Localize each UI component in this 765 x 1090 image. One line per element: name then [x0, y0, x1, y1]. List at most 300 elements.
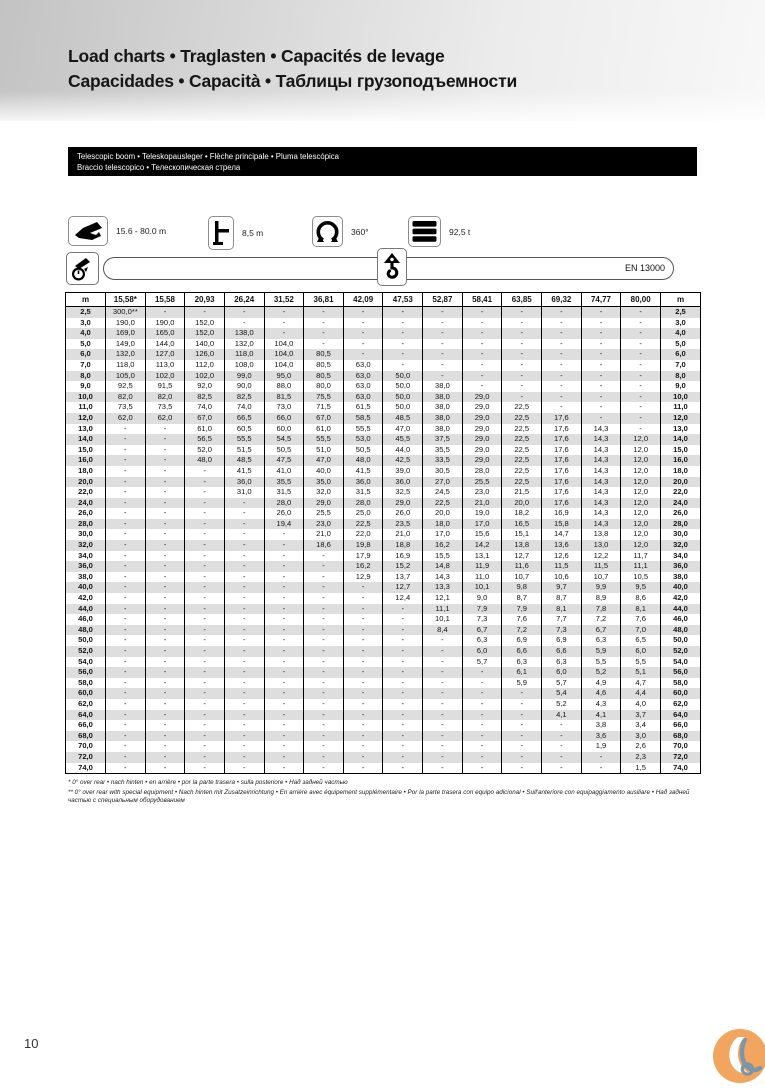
load-value-cell: 12,4: [383, 593, 423, 604]
load-value-cell: -: [106, 593, 146, 604]
load-value-cell: -: [145, 741, 185, 752]
load-value-cell: 6,5: [621, 635, 661, 646]
load-value-cell: 14,7: [542, 529, 582, 540]
load-value-cell: 126,0: [185, 349, 225, 360]
load-value-cell: 30,5: [423, 466, 463, 477]
load-table-row: [66, 339, 701, 350]
radius-cell: 44,0: [661, 604, 701, 615]
load-value-cell: -: [106, 551, 146, 562]
load-value-cell: -: [264, 763, 304, 774]
load-value-cell: 35,5: [423, 445, 463, 456]
load-value-cell: -: [343, 328, 383, 339]
radius-cell: 36,0: [661, 561, 701, 572]
load-value-cell: 17,6: [542, 477, 582, 488]
load-value-cell: 63,0: [343, 381, 383, 392]
load-value-cell: -: [145, 646, 185, 657]
load-value-cell: -: [106, 519, 146, 530]
boom-length-header: 69,32: [542, 293, 582, 307]
load-value-cell: 18,8: [383, 540, 423, 551]
load-value-cell: -: [264, 699, 304, 710]
load-value-cell: -: [343, 614, 383, 625]
load-value-cell: -: [581, 371, 621, 382]
load-value-cell: 5,2: [581, 667, 621, 678]
load-value-cell: 60,0: [264, 424, 304, 435]
counterweight-label: 92,5 t: [449, 226, 471, 237]
radius-cell: 32,0: [66, 540, 106, 551]
load-value-cell: -: [106, 487, 146, 498]
load-value-cell: -: [264, 614, 304, 625]
radius-cell: 18,0: [661, 466, 701, 477]
load-value-cell: -: [185, 699, 225, 710]
load-value-cell: 12,0: [621, 540, 661, 551]
load-value-cell: 29,0: [462, 424, 502, 435]
load-value-cell: 26,0: [383, 508, 423, 519]
load-value-cell: -: [145, 307, 185, 318]
load-value-cell: 28,0: [343, 498, 383, 509]
load-value-cell: 5,7: [542, 678, 582, 689]
load-value-cell: -: [185, 752, 225, 763]
load-value-cell: 25,0: [343, 508, 383, 519]
load-value-cell: -: [383, 328, 423, 339]
radius-cell: 48,0: [66, 625, 106, 636]
radius-cell: 24,0: [661, 498, 701, 509]
load-table-row: [66, 413, 701, 424]
load-value-cell: -: [383, 349, 423, 360]
load-table-row: [66, 710, 701, 721]
load-value-cell: 61,5: [343, 402, 383, 413]
load-value-cell: -: [462, 328, 502, 339]
load-value-cell: 5,4: [542, 688, 582, 699]
boom-length-header: 20,93: [185, 293, 225, 307]
load-value-cell: 7,2: [581, 614, 621, 625]
load-value-cell: 61,0: [185, 424, 225, 435]
load-value-cell: -: [542, 371, 582, 382]
load-value-cell: -: [224, 699, 264, 710]
radius-cell: 14,0: [661, 434, 701, 445]
radius-cell: 8,0: [66, 371, 106, 382]
boom-length-header: 58,41: [462, 293, 502, 307]
load-value-cell: -: [106, 635, 146, 646]
radius-cell: 72,0: [661, 752, 701, 763]
load-value-cell: 50,5: [264, 445, 304, 456]
load-value-cell: -: [145, 540, 185, 551]
load-value-cell: 81,5: [264, 392, 304, 403]
load-value-cell: -: [145, 593, 185, 604]
load-value-cell: 4,1: [581, 710, 621, 721]
load-value-cell: 29,0: [462, 402, 502, 413]
radius-cell: 14,0: [66, 434, 106, 445]
load-value-cell: 80,5: [304, 371, 344, 382]
load-value-cell: -: [264, 540, 304, 551]
load-value-cell: 7,0: [621, 625, 661, 636]
load-value-cell: -: [224, 720, 264, 731]
load-value-cell: 10,1: [462, 582, 502, 593]
load-value-cell: 12,0: [621, 445, 661, 456]
load-value-cell: -: [185, 466, 225, 477]
load-value-cell: 300,0**: [106, 307, 146, 318]
load-value-cell: 41,5: [343, 466, 383, 477]
load-value-cell: 29,0: [462, 455, 502, 466]
load-value-cell: 9,5: [621, 582, 661, 593]
load-value-cell: -: [462, 699, 502, 710]
hook-block-icon: [377, 248, 407, 286]
load-value-cell: -: [462, 318, 502, 329]
load-value-cell: -: [502, 699, 542, 710]
radius-cell: 50,0: [661, 635, 701, 646]
load-value-cell: 104,0: [264, 339, 304, 350]
radius-cell: 58,0: [66, 678, 106, 689]
load-value-cell: -: [423, 360, 463, 371]
load-value-cell: -: [106, 625, 146, 636]
load-value-cell: 127,0: [145, 349, 185, 360]
load-value-cell: -: [383, 360, 423, 371]
load-value-cell: -: [423, 731, 463, 742]
load-value-cell: 14,3: [581, 498, 621, 509]
load-value-cell: 92,0: [185, 381, 225, 392]
load-value-cell: -: [185, 551, 225, 562]
load-value-cell: 18,0: [423, 519, 463, 530]
radius-cell: 74,0: [66, 763, 106, 774]
load-value-cell: -: [106, 720, 146, 731]
load-value-cell: 21,0: [304, 529, 344, 540]
radius-cell: 5,0: [66, 339, 106, 350]
load-value-cell: -: [145, 477, 185, 488]
load-value-cell: -: [106, 688, 146, 699]
load-value-cell: 12,7: [383, 582, 423, 593]
load-value-cell: 82,5: [224, 392, 264, 403]
section-bar: [68, 147, 697, 176]
load-value-cell: 25,5: [304, 508, 344, 519]
load-value-cell: -: [304, 635, 344, 646]
load-table-row: [66, 328, 701, 339]
load-value-cell: -: [106, 657, 146, 668]
load-value-cell: -: [581, 339, 621, 350]
load-value-cell: -: [423, 688, 463, 699]
radius-cell: 16,0: [661, 455, 701, 466]
load-value-cell: 62,0: [145, 413, 185, 424]
load-value-cell: -: [581, 402, 621, 413]
load-value-cell: -: [145, 720, 185, 731]
load-value-cell: 55,5: [304, 434, 344, 445]
load-table-row: [66, 381, 701, 392]
load-value-cell: -: [185, 635, 225, 646]
load-value-cell: -: [145, 625, 185, 636]
load-value-cell: 10,7: [581, 572, 621, 583]
boom-length-header: 31,52: [264, 293, 304, 307]
load-value-cell: -: [185, 508, 225, 519]
radius-cell: 3,0: [661, 318, 701, 329]
load-value-cell: 38,0: [423, 381, 463, 392]
load-value-cell: -: [185, 604, 225, 615]
load-value-cell: 29,0: [462, 434, 502, 445]
radius-cell: 68,0: [661, 731, 701, 742]
load-value-cell: 104,0: [264, 360, 304, 371]
radius-cell: 64,0: [661, 710, 701, 721]
load-value-cell: 45,5: [383, 434, 423, 445]
load-value-cell: 152,0: [185, 318, 225, 329]
load-value-cell: 38,0: [423, 402, 463, 413]
load-value-cell: -: [185, 593, 225, 604]
load-value-cell: 6,0: [462, 646, 502, 657]
load-value-cell: -: [621, 349, 661, 360]
load-value-cell: 11,1: [423, 604, 463, 615]
load-value-cell: 3,8: [581, 720, 621, 731]
load-value-cell: 13,1: [462, 551, 502, 562]
load-value-cell: -: [462, 720, 502, 731]
load-value-cell: 50,0: [383, 381, 423, 392]
load-value-cell: 19,4: [264, 519, 304, 530]
load-value-cell: 50,5: [343, 445, 383, 456]
load-value-cell: -: [264, 572, 304, 583]
load-value-cell: -: [224, 519, 264, 530]
load-value-cell: -: [224, 625, 264, 636]
load-value-cell: 22,5: [502, 466, 542, 477]
load-table-row: [66, 720, 701, 731]
outrigger-icon: [208, 216, 234, 250]
load-value-cell: 8,4: [423, 625, 463, 636]
load-value-cell: -: [106, 561, 146, 572]
load-value-cell: 6,3: [462, 635, 502, 646]
load-value-cell: -: [224, 551, 264, 562]
load-value-cell: 12,7: [502, 551, 542, 562]
load-value-cell: 8,1: [542, 604, 582, 615]
load-value-cell: -: [383, 741, 423, 752]
load-table-row: [66, 529, 701, 540]
load-value-cell: 9,9: [581, 582, 621, 593]
load-value-cell: 105,0: [106, 371, 146, 382]
radius-cell: 4,0: [66, 328, 106, 339]
load-value-cell: 32,0: [304, 487, 344, 498]
load-value-cell: -: [383, 318, 423, 329]
load-value-cell: -: [106, 646, 146, 657]
load-value-cell: -: [185, 710, 225, 721]
load-table-row: [66, 508, 701, 519]
load-value-cell: -: [304, 657, 344, 668]
load-value-cell: -: [343, 657, 383, 668]
load-value-cell: 26,0: [264, 508, 304, 519]
load-value-cell: 22,5: [343, 519, 383, 530]
load-value-cell: 29,0: [462, 392, 502, 403]
load-value-cell: -: [502, 752, 542, 763]
boom-length-header: 63,85: [502, 293, 542, 307]
load-value-cell: 15,5: [423, 551, 463, 562]
load-value-cell: 41,5: [224, 466, 264, 477]
load-value-cell: 63,0: [343, 371, 383, 382]
radius-cell: 13,0: [66, 424, 106, 435]
radius-cell: 6,0: [661, 349, 701, 360]
load-value-cell: 16,5: [502, 519, 542, 530]
radius-cell: 32,0: [661, 540, 701, 551]
load-value-cell: -: [343, 699, 383, 710]
load-value-cell: 17,6: [542, 445, 582, 456]
boom-length-header: 80,00: [621, 293, 661, 307]
load-value-cell: 10,5: [621, 572, 661, 583]
load-value-cell: -: [264, 741, 304, 752]
load-value-cell: -: [581, 381, 621, 392]
load-value-cell: 132,0: [106, 349, 146, 360]
load-value-cell: 2,6: [621, 741, 661, 752]
load-value-cell: -: [185, 678, 225, 689]
load-value-cell: -: [264, 667, 304, 678]
load-value-cell: -: [224, 741, 264, 752]
load-value-cell: -: [106, 582, 146, 593]
load-value-cell: 50,0: [383, 392, 423, 403]
load-value-cell: -: [462, 710, 502, 721]
page-number: 10: [24, 1036, 39, 1051]
load-value-cell: -: [542, 392, 582, 403]
load-value-cell: -: [383, 635, 423, 646]
load-value-cell: -: [224, 635, 264, 646]
load-value-cell: 32,5: [383, 487, 423, 498]
boom-length-header: 26,24: [224, 293, 264, 307]
load-value-cell: 37,5: [423, 434, 463, 445]
load-value-cell: -: [264, 657, 304, 668]
load-value-cell: -: [343, 731, 383, 742]
load-value-cell: 6,1: [502, 667, 542, 678]
load-table-row: [66, 625, 701, 636]
load-value-cell: -: [264, 529, 304, 540]
load-value-cell: 35,0: [304, 477, 344, 488]
load-chart-table: [65, 292, 701, 774]
load-table-row: [66, 646, 701, 657]
radius-cell: 2,5: [66, 307, 106, 318]
load-value-cell: 113,0: [145, 360, 185, 371]
load-value-cell: 51,5: [224, 445, 264, 456]
load-value-cell: -: [264, 561, 304, 572]
load-value-cell: -: [343, 635, 383, 646]
load-value-cell: -: [224, 763, 264, 774]
load-value-cell: 15,8: [542, 519, 582, 530]
load-value-cell: -: [383, 710, 423, 721]
load-value-cell: 11,1: [621, 561, 661, 572]
load-value-cell: 22,5: [502, 434, 542, 445]
load-value-cell: 112,0: [185, 360, 225, 371]
load-table-row: [66, 519, 701, 530]
load-value-cell: -: [343, 720, 383, 731]
load-value-cell: -: [304, 604, 344, 615]
load-value-cell: -: [502, 371, 542, 382]
load-value-cell: 13,7: [383, 572, 423, 583]
load-value-cell: -: [304, 593, 344, 604]
load-value-cell: -: [145, 529, 185, 540]
load-value-cell: -: [621, 402, 661, 413]
load-value-cell: -: [106, 667, 146, 678]
load-value-cell: 66,0: [264, 413, 304, 424]
load-value-cell: 27,0: [423, 477, 463, 488]
load-value-cell: -: [502, 318, 542, 329]
load-value-cell: -: [542, 381, 582, 392]
load-value-cell: -: [304, 731, 344, 742]
load-value-cell: 22,5: [502, 445, 542, 456]
boom-length-header: 15,58*: [106, 293, 146, 307]
load-value-cell: -: [145, 519, 185, 530]
load-value-cell: -: [106, 614, 146, 625]
load-value-cell: -: [343, 646, 383, 657]
load-value-cell: 16,9: [542, 508, 582, 519]
load-value-cell: -: [106, 434, 146, 445]
load-value-cell: -: [145, 572, 185, 583]
load-value-cell: -: [423, 741, 463, 752]
load-table-row: [66, 434, 701, 445]
radius-cell: 36,0: [66, 561, 106, 572]
radius-cell: 10,0: [661, 392, 701, 403]
load-value-cell: 13,8: [502, 540, 542, 551]
load-value-cell: -: [462, 349, 502, 360]
load-value-cell: -: [343, 678, 383, 689]
load-value-cell: 6,6: [542, 646, 582, 657]
load-value-cell: 4,9: [581, 678, 621, 689]
load-value-cell: 144,0: [145, 339, 185, 350]
load-value-cell: -: [383, 657, 423, 668]
load-value-cell: -: [542, 307, 582, 318]
load-value-cell: -: [145, 445, 185, 456]
load-value-cell: 31,5: [343, 487, 383, 498]
load-value-cell: 82,0: [106, 392, 146, 403]
load-value-cell: -: [264, 635, 304, 646]
load-value-cell: 17,0: [462, 519, 502, 530]
radius-cell: 15,0: [66, 445, 106, 456]
load-value-cell: -: [185, 763, 225, 774]
load-table-row: [66, 402, 701, 413]
radius-cell: 6,0: [66, 349, 106, 360]
load-value-cell: -: [304, 688, 344, 699]
radius-cell: 13,0: [661, 424, 701, 435]
load-value-cell: 18,2: [502, 508, 542, 519]
load-value-cell: -: [542, 402, 582, 413]
load-value-cell: -: [264, 307, 304, 318]
load-value-cell: -: [462, 360, 502, 371]
load-value-cell: 7,6: [502, 614, 542, 625]
load-value-cell: -: [502, 328, 542, 339]
load-value-cell: 55,5: [224, 434, 264, 445]
load-value-cell: -: [264, 582, 304, 593]
load-value-cell: -: [145, 688, 185, 699]
load-value-cell: -: [304, 752, 344, 763]
load-value-cell: -: [621, 307, 661, 318]
load-value-cell: 18,6: [304, 540, 344, 551]
radius-cell: 20,0: [661, 477, 701, 488]
radius-cell: 26,0: [661, 508, 701, 519]
radius-cell: 62,0: [66, 699, 106, 710]
load-value-cell: -: [304, 678, 344, 689]
radius-cell: 18,0: [66, 466, 106, 477]
load-value-cell: -: [423, 657, 463, 668]
load-value-cell: -: [224, 498, 264, 509]
load-value-cell: -: [383, 678, 423, 689]
load-value-cell: 8,7: [542, 593, 582, 604]
load-value-cell: 10,6: [542, 572, 582, 583]
load-value-cell: 48,5: [383, 413, 423, 424]
load-value-cell: -: [502, 360, 542, 371]
load-value-cell: -: [224, 614, 264, 625]
load-value-cell: 36,0: [343, 477, 383, 488]
load-value-cell: -: [185, 741, 225, 752]
load-value-cell: -: [224, 657, 264, 668]
load-value-cell: -: [343, 339, 383, 350]
load-value-cell: -: [581, 392, 621, 403]
load-value-cell: 14,3: [581, 477, 621, 488]
footnotes: [68, 779, 704, 807]
radius-cell: 50,0: [66, 635, 106, 646]
load-value-cell: 36,0: [224, 477, 264, 488]
load-value-cell: 4,7: [621, 678, 661, 689]
radius-cell: 54,0: [661, 657, 701, 668]
load-value-cell: 17,9: [343, 551, 383, 562]
load-value-cell: 7,3: [542, 625, 582, 636]
load-value-cell: -: [542, 339, 582, 350]
outrigger-label: 8,5 m: [242, 228, 264, 238]
load-value-cell: 104,0: [264, 349, 304, 360]
